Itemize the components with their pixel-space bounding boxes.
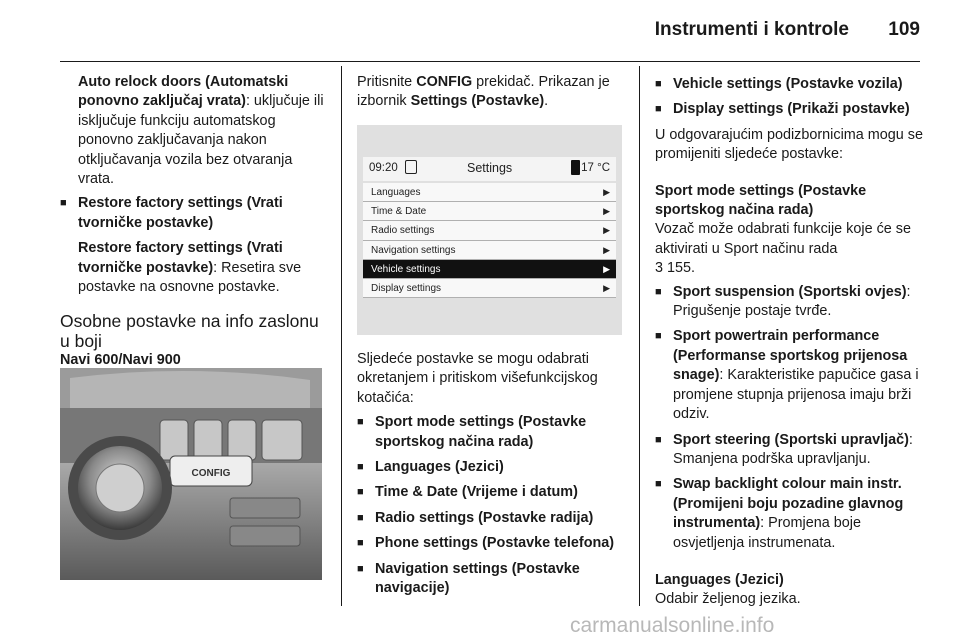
auto-relock-text: : uključuje ili isključuje funkciju automatskog ponovno zaključavanja nakon otključavanja vozila bez otvaranja vrata. xyxy=(78,93,324,188)
restore-term: Restore factory settings (Vrati tvorničke postavke) xyxy=(78,240,283,276)
menu-item-display-settings[interactable]: Display settings ▶ xyxy=(363,279,616,298)
section-subheading: Navi 600/Navi 900 xyxy=(60,352,181,369)
settings-screen-figure xyxy=(357,125,622,335)
column-3 xyxy=(655,75,923,615)
screen-nav-icon xyxy=(405,160,417,174)
languages-text: Odabir željenog jezika. xyxy=(655,591,801,608)
bullet-navigation: ■ Navigation settings (Postavke navigacije) xyxy=(357,560,629,599)
menu-item-vehicle-settings[interactable]: Vehicle settings ▶ xyxy=(363,260,616,279)
chevron-right-icon: ▶ xyxy=(603,263,610,274)
screen-phone-icon xyxy=(571,160,580,175)
screen-menu xyxy=(363,183,616,298)
bullet-languages: ■ Languages (Jezici) xyxy=(357,458,629,477)
submenu-intro: U odgovarajućim podizbornicima mogu se promijeniti sljedeće postavke: xyxy=(655,126,923,163)
bullet-sport-mode: ■ Sport mode settings (Postavke sportskog načina rada) xyxy=(357,413,629,452)
config-button-label: CONFIG xyxy=(191,468,231,479)
menu-item-navigation-settings[interactable]: Navigation settings ▶ xyxy=(363,241,616,260)
sport-mode-heading: Sport mode settings (Postavke sportskog načina rada) xyxy=(655,182,867,219)
page-number: 109 xyxy=(888,19,920,40)
screen-topbar xyxy=(363,157,616,181)
chevron-right-icon: ▶ xyxy=(603,206,610,217)
bullet-radio: ■ Radio settings (Postavke radija) xyxy=(357,509,629,528)
auto-relock-term: Auto relock doors (Automatski ponovno zaključaj vrata) xyxy=(78,74,289,110)
screen-time: 09:20 xyxy=(369,162,398,174)
column-divider-2 xyxy=(639,66,640,606)
page-header-title: Instrumenti i kontrole xyxy=(654,19,849,40)
menu-item-time-date[interactable]: Time & Date ▶ xyxy=(363,202,616,221)
config-paragraph: Pritisnite CONFIG prekidač. Prikazan je izbornik Settings (Postavke). xyxy=(357,74,610,110)
restore-paragraph xyxy=(60,239,326,297)
screen-title: Settings xyxy=(467,161,513,175)
screen-temp: 17 °C xyxy=(581,162,610,174)
column-divider-1 xyxy=(341,66,342,606)
item-sport-powertrain: ■ Sport powertrain performance (Performanse sportskog prijenosa snage): Karakteristike papučice gasa i promjene stupnja prijenosa imaju brži odziv. xyxy=(655,327,923,424)
column-2 xyxy=(357,73,629,117)
chevron-right-icon: ▶ xyxy=(603,225,610,236)
sport-mode-text: Vozač može odabrati funkcije koje će se aktivirati u Sport načinu rada 3 155. xyxy=(655,221,911,277)
watermark: carmanualsonline.info xyxy=(570,614,775,637)
header-rule xyxy=(60,61,920,62)
bullet-vehicle-settings: ■ Vehicle settings (Postavke vozila) xyxy=(655,75,923,94)
bullet-restore: ■ Restore factory settings (Vrati tvorničke postavke) xyxy=(60,194,326,233)
selection-intro: Sljedeće postavke se mogu odabrati okretanjem i pritiskom višefunkcijskog kotačića: xyxy=(357,351,598,406)
column-1 xyxy=(60,73,326,371)
chevron-right-icon: ▶ xyxy=(603,244,610,255)
item-sport-steering: ■ Sport steering (Sportski upravljač): Smanjena podrška upravljanju. xyxy=(655,431,923,470)
item-sport-suspension: ■ Sport suspension (Sportski ovjes): Prigušenje postaje tvrđe. xyxy=(655,283,923,322)
section-heading: Osobne postavke na info zaslonu u boji xyxy=(60,311,319,352)
restore-text: : Resetira sve postavke na osnovne postavke. xyxy=(78,259,302,296)
chevron-right-icon: ▶ xyxy=(603,187,610,197)
bullet-display-settings: ■ Display settings (Prikaži postavke) xyxy=(655,100,923,119)
chevron-right-icon: ▶ xyxy=(603,282,610,293)
column-2-lower xyxy=(357,350,629,604)
menu-item-radio-settings[interactable]: Radio settings ▶ xyxy=(363,221,616,240)
page-reference: 3 155. xyxy=(655,260,696,277)
languages-heading: Languages (Jezici) xyxy=(655,571,784,588)
dashboard-photo xyxy=(60,368,322,580)
auto-relock-paragraph xyxy=(60,73,326,189)
dashboard-illustration xyxy=(60,368,322,580)
menu-item-languages[interactable]: Languages ▶ xyxy=(363,183,616,202)
item-swap-backlight: ■ Swap backlight colour main instr. (Promijeni boju pozadine glavnog instrumenta): Promjena boje osvjetljenja instrumenata. xyxy=(655,475,923,553)
bullet-time-date: ■ Time & Date (Vrijeme i datum) xyxy=(357,483,629,502)
bullet-phone: ■ Phone settings (Postavke telefona) xyxy=(357,534,629,553)
